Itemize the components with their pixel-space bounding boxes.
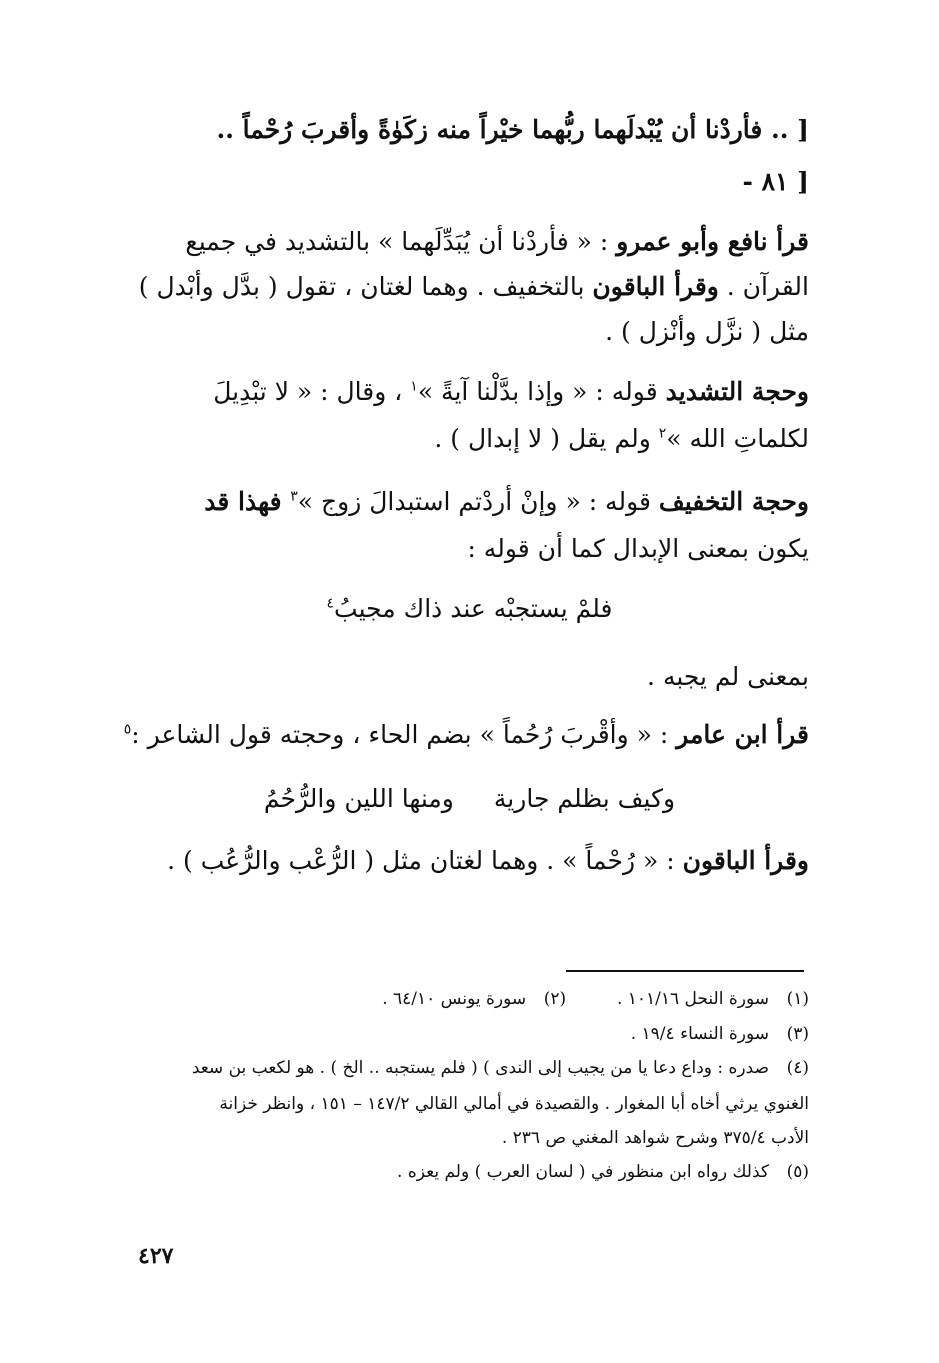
- para3-text: فهذا قد: [204, 487, 291, 516]
- argument-heading: وحجة التخفيف: [658, 487, 809, 516]
- footnote-text: سورة النحل ١٠١/١٦ .: [616, 989, 769, 1009]
- para5-line: [124, 718, 809, 752]
- para5-text: : « وأقْربَ رُحُماً » بضم الحاء ، وحجته قول الشاعر :: [131, 720, 677, 749]
- reader-name: قرأ ابن عامر: [676, 720, 809, 749]
- poem-hemistich-2: ومنها اللين والرُّحُمُ: [263, 784, 454, 813]
- footnote-number: (٤): [786, 1058, 809, 1078]
- poem-hemistich-1: وكيف بظلم جارية: [493, 784, 676, 813]
- footnote-number: (٢): [543, 989, 567, 1009]
- para1-text: القرآن .: [718, 272, 809, 301]
- para1-text: مثل ( نزَّل وأنْزل ) .: [605, 317, 809, 346]
- para6-text: : « رُحْماً » . وهما لغتان مثل ( الرُّعْب والرُّعُب ) .: [167, 846, 683, 875]
- para2-text: قوله : « وإذا بدَّلْنا آيةً »: [417, 377, 666, 406]
- footnote-divider: [566, 970, 804, 972]
- para2-line-1: [213, 375, 809, 409]
- footnote-4-line-3: [502, 1126, 809, 1150]
- para1-text: بالتخفيف . وهما لغتان ، تقول ( بدَّل وأبْدل ): [138, 272, 593, 301]
- footnote-5: [397, 1160, 809, 1184]
- verse-text: [ .. فأردْنا أن يُبْدلَهما ربُّهما خيْراً منه زكَوٰةً وأقربَ رُحْماً ..: [216, 115, 809, 144]
- poem-line-1: [130, 592, 809, 626]
- para1-line-2: [139, 270, 809, 304]
- para1-line-3: [605, 315, 809, 349]
- footnote-marker[interactable]: ٤: [326, 595, 335, 612]
- footnote-1-2: [382, 987, 809, 1011]
- para3-text: قوله : « وإنْ أردْتم استبدالَ زوج »: [297, 487, 659, 516]
- page-number: ٤٢٧: [138, 1243, 174, 1269]
- footnote-text: الغنوي يرثي أخاه أبا المغوار . والقصيدة في أمالي القالي ١٤٧/٢ – ١٥١ ، وانظر خزانة: [219, 1094, 809, 1114]
- para2-text: ولم يقل ( لا إبدال ) .: [434, 424, 659, 453]
- footnote-marker[interactable]: ٥: [123, 721, 132, 738]
- argument-heading: وحجة التشديد: [665, 377, 809, 406]
- footnote-text: كذلك رواه ابن منظور في ( لسان العرب ) ولم يعزه .: [397, 1162, 769, 1182]
- footnote-marker[interactable]: ٢: [658, 425, 667, 442]
- footnote-4-line-1: [192, 1056, 809, 1080]
- poem-line-2: [130, 782, 809, 816]
- para2-text: لكلماتِ الله »: [666, 424, 809, 453]
- para2-text: ، وقال : « لا تبْدِيلَ: [213, 377, 411, 406]
- footnote-text: صدره : وداع دعا يا من يجيب إلى الندى ) ( فلم يستجبه .. الخ ) . هو لكعب بن سعد: [191, 1058, 769, 1078]
- poem-text: فلمْ يستجبْه عند ذاك مجيبُ: [334, 594, 613, 623]
- verse-line-2: [743, 165, 810, 199]
- para1-text: : « فأردْنا أن يُبَدِّلَهما » بالتشديد في جميع: [185, 227, 617, 256]
- reader-name: وقرأ الباقون: [592, 272, 719, 301]
- para1-line-1: [185, 225, 809, 259]
- footnote-number: (١): [786, 989, 809, 1009]
- footnote-number: (٣): [786, 1024, 809, 1044]
- footnote-4-line-2: [219, 1092, 809, 1116]
- verse-reference: [ ٨١ -: [742, 167, 809, 196]
- para6-line: [167, 844, 809, 878]
- para4-text: بمعنى لم يجبه .: [647, 662, 809, 691]
- footnote-number: (٥): [786, 1162, 809, 1182]
- verse-line-1: [217, 113, 809, 147]
- footnote-text: سورة النساء ١٩/٤ .: [630, 1024, 769, 1044]
- para3-line-1: [204, 485, 809, 519]
- reader-name: قرأ نافع وأبو عمرو: [616, 227, 809, 256]
- reader-name: وقرأ الباقون: [682, 846, 809, 875]
- para3-text: يكون بمعنى الإبدال كما أن قوله :: [467, 534, 809, 563]
- footnote-text: الأدب ٣٧٥/٤ وشرح شواهد المغني ص ٢٣٦ .: [501, 1128, 809, 1148]
- para2-line-2: [434, 422, 809, 456]
- footnote-marker[interactable]: ٣: [290, 488, 298, 505]
- para4-line: [647, 660, 809, 694]
- footnote-3: [631, 1022, 809, 1046]
- footnote-marker[interactable]: ١: [410, 378, 418, 395]
- footnote-text: سورة يونس ٦٤/١٠ .: [382, 989, 527, 1009]
- para3-line-2: [467, 532, 809, 566]
